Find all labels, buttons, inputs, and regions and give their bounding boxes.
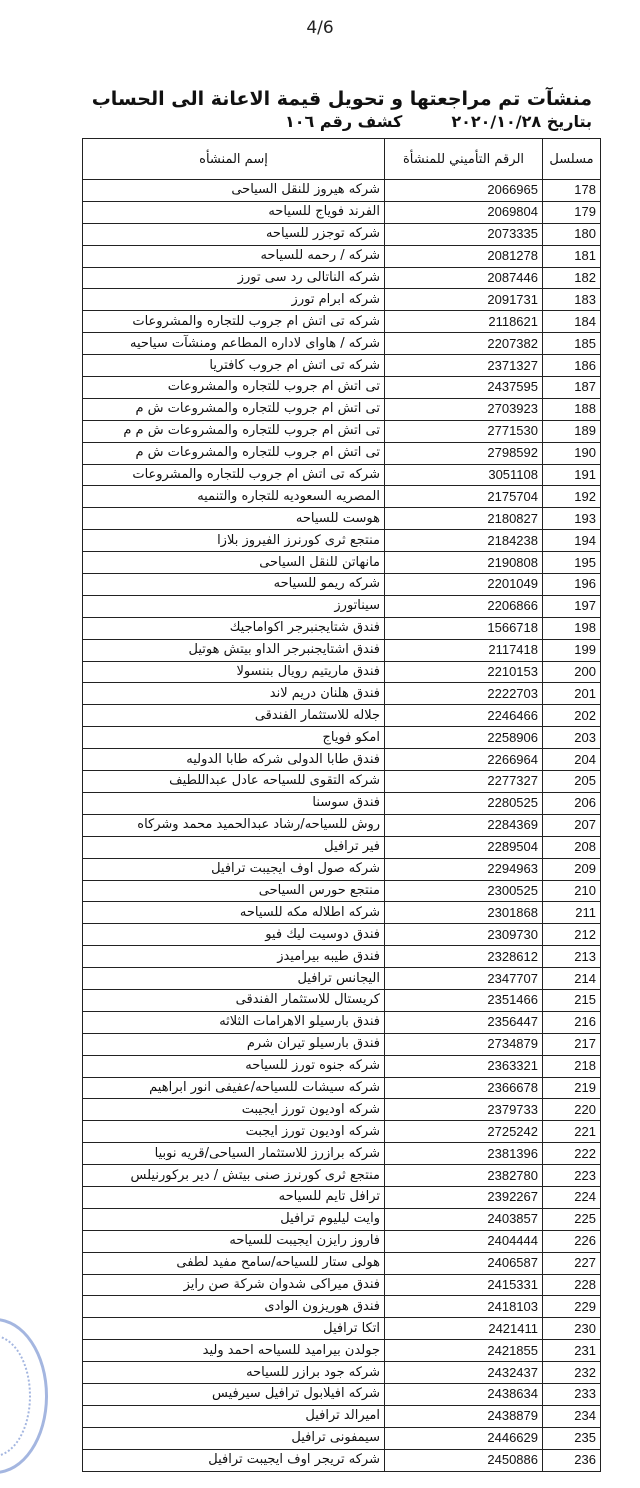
cell-name: جولدن بيراميد للسياحه احمد وليد (83, 1340, 385, 1362)
cell-name: شركه ريمو للسياحه (83, 574, 385, 596)
cell-insurance-number: 2421411 (385, 1318, 543, 1340)
cell-insurance-number: 2266964 (385, 749, 543, 771)
cell-name: شركه تريجر اوف ايجيبت ترافيل (83, 1449, 385, 1471)
cell-serial: 229 (543, 1296, 601, 1318)
table-row (83, 574, 601, 596)
table-row (83, 1449, 601, 1471)
table-row (83, 201, 601, 223)
cell-name: فندق هوريزون الوادى (83, 1296, 385, 1318)
cell-name: شركه هيروز للنقل السياحى (83, 180, 385, 202)
cell-name: شركه افيلابول ترافيل سيرفيس (83, 1383, 385, 1405)
cell-insurance-number: 2403857 (385, 1208, 543, 1230)
table-row (83, 946, 601, 968)
cell-insurance-number: 2366678 (385, 1077, 543, 1099)
table-row (83, 530, 601, 552)
table-row (83, 1033, 601, 1055)
table-row (83, 771, 601, 793)
cell-name: فير ترافيل (83, 836, 385, 858)
table-row (83, 464, 601, 486)
cell-serial: 213 (543, 946, 601, 968)
cell-insurance-number: 2363321 (385, 1055, 543, 1077)
cell-serial: 220 (543, 1099, 601, 1121)
sheet-number: كشف رقم ١٠٦ (285, 112, 403, 131)
cell-name: هولى ستار للسياحه/سامح مفيد لطفى (83, 1252, 385, 1274)
table-row (83, 311, 601, 333)
cell-name: شركه تى اتش ام جروب كافتريا (83, 355, 385, 377)
table-row (83, 1186, 601, 1208)
cell-serial: 198 (543, 617, 601, 639)
table-row (83, 924, 601, 946)
cell-insurance-number: 2309730 (385, 924, 543, 946)
cell-serial: 211 (543, 902, 601, 924)
cell-name: جلاله للاستثمار الفندقى (83, 705, 385, 727)
cell-insurance-number: 2798592 (385, 442, 543, 464)
cell-serial: 228 (543, 1274, 601, 1296)
cell-serial: 215 (543, 989, 601, 1011)
cell-serial: 207 (543, 814, 601, 836)
cell-name: فندق شتايجنبرجر اكواماجيك (83, 617, 385, 639)
cell-insurance-number: 2300525 (385, 880, 543, 902)
cell-insurance-number: 2087446 (385, 267, 543, 289)
cell-insurance-number: 2404444 (385, 1230, 543, 1252)
cell-insurance-number: 2207382 (385, 333, 543, 355)
cell-serial: 201 (543, 683, 601, 705)
table-row (83, 902, 601, 924)
cell-serial: 208 (543, 836, 601, 858)
cell-insurance-number: 2328612 (385, 946, 543, 968)
cell-insurance-number: 2301868 (385, 902, 543, 924)
table-row (83, 1383, 601, 1405)
cell-name: شركه جود برازر للسياحه (83, 1362, 385, 1384)
cell-insurance-number: 2734879 (385, 1033, 543, 1055)
table-row (83, 1340, 601, 1362)
table-row (83, 1296, 601, 1318)
cell-insurance-number: 2246466 (385, 705, 543, 727)
cell-insurance-number: 2222703 (385, 683, 543, 705)
cell-insurance-number: 2073335 (385, 223, 543, 245)
cell-serial: 202 (543, 705, 601, 727)
cell-insurance-number: 2184238 (385, 530, 543, 552)
cell-serial: 210 (543, 880, 601, 902)
cell-serial: 194 (543, 530, 601, 552)
cell-serial: 203 (543, 727, 601, 749)
cell-insurance-number: 2081278 (385, 245, 543, 267)
cell-serial: 233 (543, 1383, 601, 1405)
cell-insurance-number: 2771530 (385, 420, 543, 442)
table-row (83, 1055, 601, 1077)
cell-serial: 226 (543, 1230, 601, 1252)
cell-insurance-number: 2406587 (385, 1252, 543, 1274)
table-row (83, 1077, 601, 1099)
cell-serial: 189 (543, 420, 601, 442)
cell-name: سيناتورز (83, 595, 385, 617)
cell-name: اتكا ترافيل (83, 1318, 385, 1340)
cell-name: تى اتش ام جروب للتجاره والمشروعات ش م (83, 442, 385, 464)
cell-serial: 187 (543, 377, 601, 399)
cell-insurance-number: 2438634 (385, 1383, 543, 1405)
cell-name: امكو فوياج (83, 727, 385, 749)
cell-serial: 212 (543, 924, 601, 946)
table-row (83, 661, 601, 683)
table-row (83, 486, 601, 508)
cell-serial: 192 (543, 486, 601, 508)
cell-serial: 184 (543, 311, 601, 333)
cell-name: فندق هلنان دريم لاند (83, 683, 385, 705)
cell-insurance-number: 2438879 (385, 1405, 543, 1427)
table-row (83, 858, 601, 880)
cell-name: شركه تى اتش ام جروب للتجاره والمشروعات (83, 311, 385, 333)
cell-serial: 191 (543, 464, 601, 486)
table-row (83, 1274, 601, 1296)
cell-insurance-number: 2418103 (385, 1296, 543, 1318)
page-number: 4/6 (306, 18, 334, 38)
cell-name: شركه اطلاله مكه للسياحه (83, 902, 385, 924)
table-row (83, 617, 601, 639)
table-row (83, 836, 601, 858)
cell-name: شركه سيشات للسياحه/عفيفى انور ابراهيم (83, 1077, 385, 1099)
cell-serial: 197 (543, 595, 601, 617)
table-header-row (83, 139, 601, 180)
cell-insurance-number: 2284369 (385, 814, 543, 836)
cell-name: منتجع ثرى كورنرز صنى بيتش / دير بركورنيلس (83, 1165, 385, 1187)
table-row (83, 377, 601, 399)
cell-insurance-number: 2069804 (385, 201, 543, 223)
cell-serial: 223 (543, 1165, 601, 1187)
cell-serial: 185 (543, 333, 601, 355)
cell-serial: 190 (543, 442, 601, 464)
table-row (83, 727, 601, 749)
cell-name: شركه تى اتش ام جروب للتجاره والمشروعات (83, 464, 385, 486)
cell-name: تى اتش ام جروب للتجاره والمشروعات ش م م (83, 420, 385, 442)
cell-name: فندق سوسنا (83, 792, 385, 814)
column-header-serial: مسلسل (543, 139, 601, 180)
cell-insurance-number: 2382780 (385, 1165, 543, 1187)
cell-serial: 188 (543, 398, 601, 420)
table-row (83, 245, 601, 267)
cell-name: شركه جنوه تورز للسياحه (83, 1055, 385, 1077)
cell-insurance-number: 2117418 (385, 639, 543, 661)
table-row (83, 420, 601, 442)
cell-insurance-number: 2210153 (385, 661, 543, 683)
table-row (83, 1143, 601, 1165)
cell-insurance-number: 2379733 (385, 1099, 543, 1121)
cell-name: روش للسياحه/رشاد عبدالحميد محمد وشركاه (83, 814, 385, 836)
table-row (83, 968, 601, 990)
cell-serial: 227 (543, 1252, 601, 1274)
cell-serial: 182 (543, 267, 601, 289)
cell-serial: 199 (543, 639, 601, 661)
cell-name: شركه / رحمه للسياحه (83, 245, 385, 267)
table-row (83, 989, 601, 1011)
cell-insurance-number: 2347707 (385, 968, 543, 990)
cell-serial: 205 (543, 771, 601, 793)
table-row (83, 333, 601, 355)
cell-name: فندق طيبه بيراميدز (83, 946, 385, 968)
cell-serial: 179 (543, 201, 601, 223)
table-row (83, 683, 601, 705)
cell-serial: 178 (543, 180, 601, 202)
cell-name: فندق ماريتيم رويال بننسولا (83, 661, 385, 683)
cell-serial: 216 (543, 1011, 601, 1033)
cell-serial: 204 (543, 749, 601, 771)
cell-serial: 181 (543, 245, 601, 267)
cell-insurance-number: 2725242 (385, 1121, 543, 1143)
table-row (83, 180, 601, 202)
cell-serial: 232 (543, 1362, 601, 1384)
table-row (83, 442, 601, 464)
cell-insurance-number: 2066965 (385, 180, 543, 202)
official-stamp (0, 1318, 48, 1474)
cell-serial: 225 (543, 1208, 601, 1230)
table-row (83, 705, 601, 727)
cell-serial: 218 (543, 1055, 601, 1077)
page-title: منشآت تم مراجعتها و تحويل قيمة الاعانة الى الحساب (91, 88, 592, 110)
cell-serial: 236 (543, 1449, 601, 1471)
cell-insurance-number: 2392267 (385, 1186, 543, 1208)
cell-serial: 219 (543, 1077, 601, 1099)
cell-name: شركه الناتالى رد سى تورز (83, 267, 385, 289)
cell-insurance-number: 2450886 (385, 1449, 543, 1471)
table-row (83, 814, 601, 836)
cell-serial: 235 (543, 1427, 601, 1449)
cell-insurance-number: 1566718 (385, 617, 543, 639)
table-row (83, 398, 601, 420)
table-row (83, 1427, 601, 1449)
table-row (83, 1165, 601, 1187)
cell-name: وايت ليليوم ترافيل (83, 1208, 385, 1230)
cell-serial: 193 (543, 508, 601, 530)
cell-serial: 195 (543, 552, 601, 574)
cell-insurance-number: 2206866 (385, 595, 543, 617)
table-row (83, 1252, 601, 1274)
cell-name: فندق ميراكى شدوان شركة صن رايز (83, 1274, 385, 1296)
cell-name: شركه ابرام تورز (83, 289, 385, 311)
cell-name: سيمفونى ترافيل (83, 1427, 385, 1449)
cell-serial: 183 (543, 289, 601, 311)
cell-insurance-number: 2091731 (385, 289, 543, 311)
table-row (83, 223, 601, 245)
table-row (83, 880, 601, 902)
cell-serial: 224 (543, 1186, 601, 1208)
cell-serial: 217 (543, 1033, 601, 1055)
cell-name: فندق طابا الدولى شركه طابا الدوليه (83, 749, 385, 771)
cell-insurance-number: 2703923 (385, 398, 543, 420)
cell-name: تى اتش ام جروب للتجاره والمشروعات (83, 377, 385, 399)
table-row (83, 1405, 601, 1427)
table-row (83, 289, 601, 311)
cell-insurance-number: 2446629 (385, 1427, 543, 1449)
cell-insurance-number: 2421855 (385, 1340, 543, 1362)
cell-name: منتجع حورس السياحى (83, 880, 385, 902)
table-row (83, 1362, 601, 1384)
cell-name: ترافل تايم للسياحه (83, 1186, 385, 1208)
table-row (83, 749, 601, 771)
cell-insurance-number: 2201049 (385, 574, 543, 596)
cell-name: فندق اشتايجنبرجر الداو بيتش هوتيل (83, 639, 385, 661)
cell-insurance-number: 2432437 (385, 1362, 543, 1384)
cell-name: فندق بارسيلو تيران شرم (83, 1033, 385, 1055)
cell-insurance-number: 2294963 (385, 858, 543, 880)
cell-name: فندق بارسيلو الاهرامات الثلاثه (83, 1011, 385, 1033)
cell-name: فندق دوسيت ليك فيو (83, 924, 385, 946)
cell-name: شركه صول اوف ايجيبت ترافيل (83, 858, 385, 880)
cell-insurance-number: 2277327 (385, 771, 543, 793)
cell-name: شركه توجزر للسياحه (83, 223, 385, 245)
table-row (83, 552, 601, 574)
table-row (83, 639, 601, 661)
table-row (83, 595, 601, 617)
cell-serial: 206 (543, 792, 601, 814)
column-header-insurance-number: الرقم التأميني للمنشأة (385, 139, 543, 180)
cell-insurance-number: 2180827 (385, 508, 543, 530)
table-row (83, 1099, 601, 1121)
cell-name: شركه اوديون تورز ايجبت (83, 1121, 385, 1143)
cell-insurance-number: 2351466 (385, 989, 543, 1011)
cell-insurance-number: 2289504 (385, 836, 543, 858)
table-row (83, 355, 601, 377)
cell-insurance-number: 2175704 (385, 486, 543, 508)
cell-serial: 234 (543, 1405, 601, 1427)
cell-insurance-number: 2415331 (385, 1274, 543, 1296)
cell-serial: 222 (543, 1143, 601, 1165)
cell-name: اليجانس ترافيل (83, 968, 385, 990)
cell-serial: 200 (543, 661, 601, 683)
table-row (83, 1318, 601, 1340)
cell-name: تى اتش ام جروب للتجاره والمشروعات ش م (83, 398, 385, 420)
cell-name: هوست للسياحه (83, 508, 385, 530)
cell-insurance-number: 2371327 (385, 355, 543, 377)
cell-insurance-number: 2190808 (385, 552, 543, 574)
cell-name: مانهاتن للنقل السياحى (83, 552, 385, 574)
cell-name: كريستال للاستثمار الفندقى (83, 989, 385, 1011)
cell-name: شركه / هاواى لاداره المطاعم ومنشآت سياحيه (83, 333, 385, 355)
cell-name: المصريه السعوديه للتجاره والتنميه (83, 486, 385, 508)
cell-insurance-number: 2118621 (385, 311, 543, 333)
cell-name: شركه اوديون تورز ايجيبت (83, 1099, 385, 1121)
cell-insurance-number: 2381396 (385, 1143, 543, 1165)
table-row (83, 1230, 601, 1252)
cell-serial: 180 (543, 223, 601, 245)
table-row (83, 792, 601, 814)
cell-serial: 186 (543, 355, 601, 377)
cell-name: شركه برازرز للاستثمار السياحى/قريه نوبيا (83, 1143, 385, 1165)
table-row (83, 1208, 601, 1230)
cell-insurance-number: 2280525 (385, 792, 543, 814)
establishments-table (82, 138, 601, 1472)
date-line: بتاريخ ٢٠٢٠/١٠/٢٨ (451, 112, 592, 131)
cell-serial: 230 (543, 1318, 601, 1340)
column-header-name: إسم المنشأه (83, 139, 385, 180)
cell-serial: 231 (543, 1340, 601, 1362)
cell-name: منتجع ثرى كورنرز الفيروز بلازا (83, 530, 385, 552)
cell-serial: 221 (543, 1121, 601, 1143)
cell-serial: 196 (543, 574, 601, 596)
cell-name: فاروز رايزن ايجيبت للسياحه (83, 1230, 385, 1252)
table-row (83, 1121, 601, 1143)
table-row (83, 508, 601, 530)
cell-serial: 209 (543, 858, 601, 880)
cell-insurance-number: 3051108 (385, 464, 543, 486)
cell-insurance-number: 2437595 (385, 377, 543, 399)
table-row (83, 1011, 601, 1033)
cell-name: شركه التقوى للسياحه عادل عبداللطيف (83, 771, 385, 793)
cell-insurance-number: 2258906 (385, 727, 543, 749)
cell-name: الفرند فوياج للسياحه (83, 201, 385, 223)
cell-serial: 214 (543, 968, 601, 990)
cell-name: اميرالد ترافيل (83, 1405, 385, 1427)
table-row (83, 267, 601, 289)
cell-insurance-number: 2356447 (385, 1011, 543, 1033)
